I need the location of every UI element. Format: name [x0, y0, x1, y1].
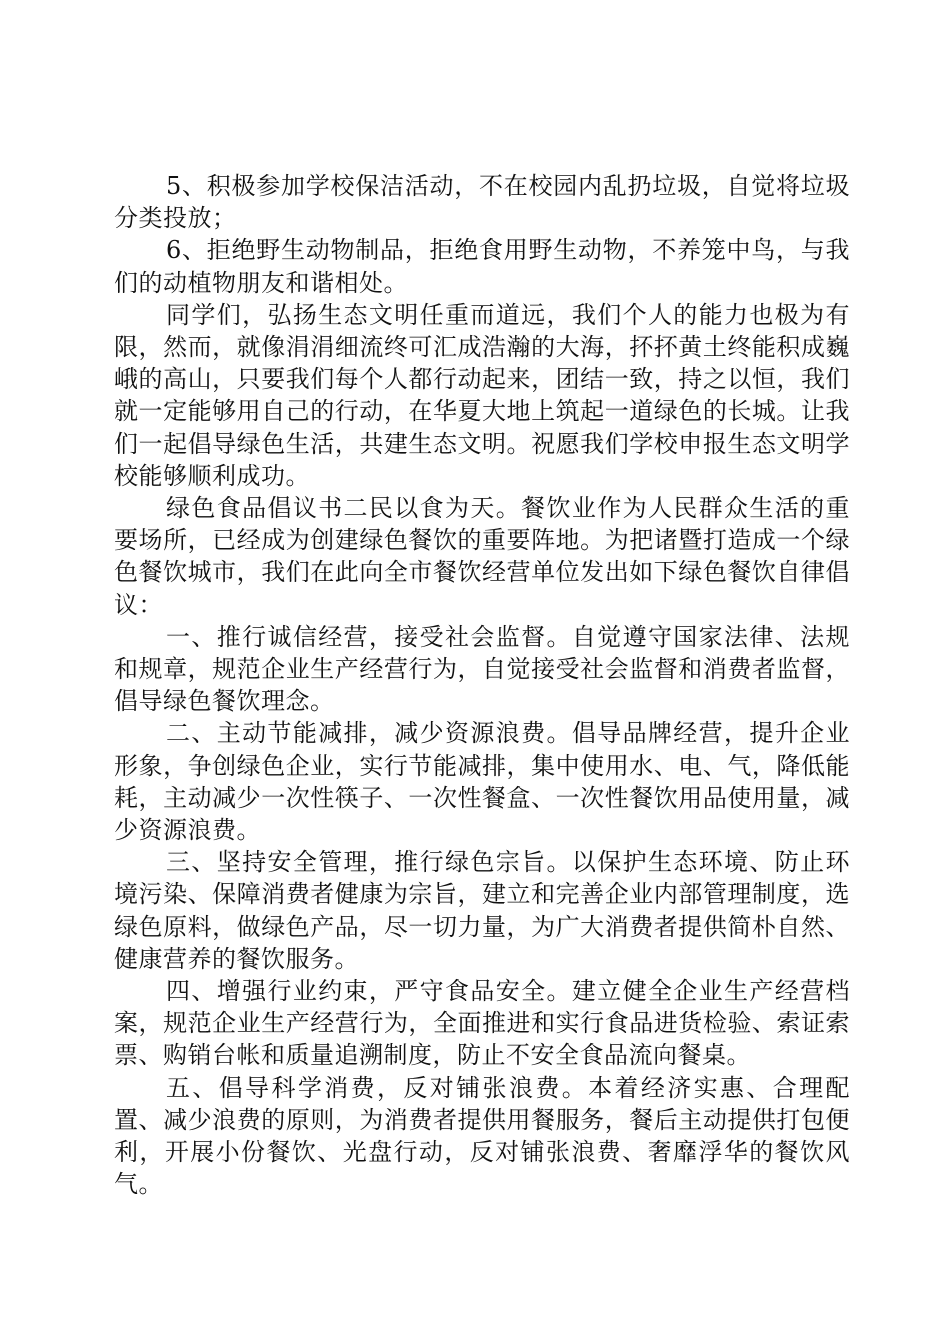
document-body	[114, 170, 850, 1201]
paragraph-closing: 同学们，弘扬生态文明任重而道远，我们个人的能力也极为有限，然而，就像涓涓细流终可汇成浩瀚的大海，抔抔黄土终能积成巍峨的高山，只要我们每个人都行动起来，团结一致，持之以恒，我们就一定能够用自己的行动，在华夏大地上筑起一道绿色的长城。让我们一起倡导绿色生活，共建生态文明。祝愿我们学校申报生态文明学校能够顺利成功。	[114, 300, 850, 490]
paragraph-green-food-intro: 绿色食品倡议书二民以食为天。餐饮业作为人民群众生活的重要场所，已经成为创建绿色餐饮的重要阵地。为把诸暨打造成一个绿色餐饮城市，我们在此向全市餐饮经营单位发出如下绿色餐饮自律倡议：	[114, 494, 850, 619]
paragraph-item-5: 5、积极参加学校保洁活动，不在校园内乱扔垃圾，自觉将垃圾分类投放；	[114, 172, 850, 233]
paragraph-proposal-4: 四、增强行业约束，严守食品安全。建立健全企业生产经营档案，规范企业生产经营行为，全面推进和实行食品进货检验、索证索票、购销台帐和质量追溯制度，防止不安全食品流向餐桌。	[114, 977, 850, 1070]
paragraph-proposal-5: 五、倡导科学消费，反对铺张浪费。本着经济实惠、合理配置、减少浪费的原则，为消费者提供用餐服务，餐后主动提供打包便利，开展小份餐饮、光盘行动，反对铺张浪费、奢靡浮华的餐饮风气。	[114, 1073, 850, 1199]
paragraph-proposal-2: 二、主动节能减排，减少资源浪费。倡导品牌经营，提升企业形象，争创绿色企业，实行节能减排，集中使用水、电、气，降低能耗，主动减少一次性筷子、一次性餐盒、一次性餐饮用品使用量，减少资源浪费。	[114, 719, 850, 845]
paragraph-proposal-3: 三、坚持安全管理，推行绿色宗旨。以保护生态环境、防止环境污染、保障消费者健康为宗旨，建立和完善企业内部管理制度，选绿色原料，做绿色产品，尽一切力量，为广大消费者提供简朴自然、健康营养的餐饮服务。	[114, 848, 850, 973]
paragraph-proposal-1: 一、推行诚信经营，接受社会监督。自觉遵守国家法律、法规和规章，规范企业生产经营行为，自觉接受社会监督和消费者监督，倡导绿色餐饮理念。	[114, 622, 850, 716]
paragraph-item-6: 6、拒绝野生动物制品，拒绝食用野生动物，不养笼中鸟，与我们的动植物朋友和谐相处。	[114, 236, 850, 297]
